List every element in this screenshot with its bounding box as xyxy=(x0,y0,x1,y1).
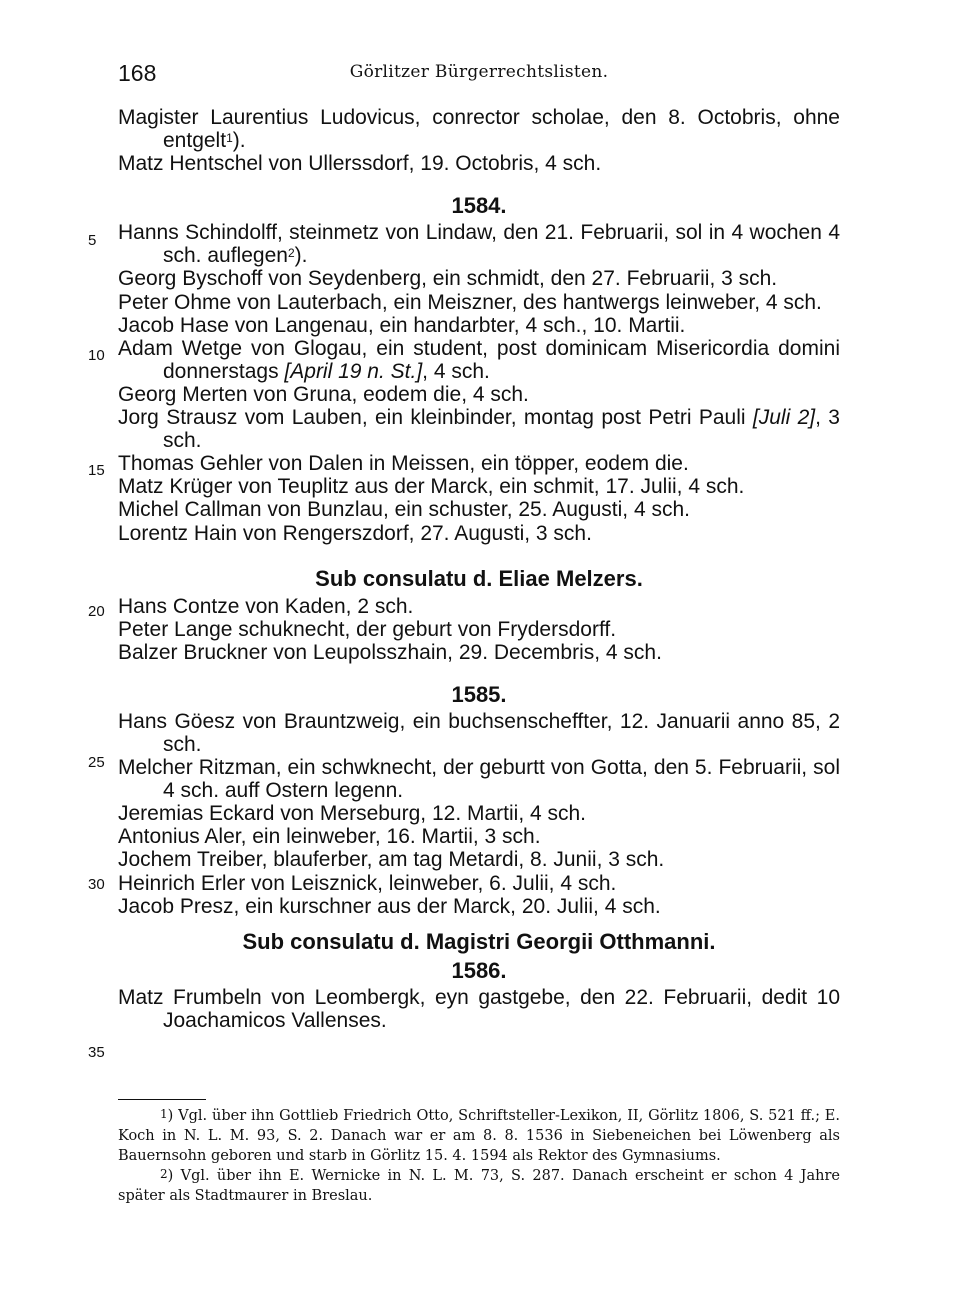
entry-list xyxy=(118,595,840,664)
register-entry: Georg Merten von Gruna, eodem die, 4 sch. xyxy=(118,382,529,406)
register-entry: Peter Lange schuknecht, der geburt von Frydersdorff. xyxy=(118,617,617,641)
footnote: $^1$) Vgl. über ihn Gottlieb Friedrich Otto, Schriftsteller-Lexikon, II, Görlitz 1806, S. 521 ff.; E. Koch in N. L. M. 93, S. 2. Danach war er am 8. 8. 1536 in Siebeneichen bei Löwenberg als Bauernsohn geboren und starb in Görlitz 15. 4. 1594 als Rektor des Gymnasiums. xyxy=(118,1107,840,1164)
line-number: 10 xyxy=(88,347,105,364)
register-entry: Heinrich Erler von Leisznick, leinweber, 6. Julii, 4 sch. xyxy=(118,871,617,895)
entry-list xyxy=(118,710,840,918)
register-entry: Peter Ohme von Lauterbach, ein Meiszner, des hantwergs leinweber, 4 sch. xyxy=(118,290,822,314)
register-entry: Antonius Aler, ein leinweber, 16. Martii, 3 sch. xyxy=(118,825,541,849)
consulate-heading: Sub consulatu d. Eliae Melzers. xyxy=(315,565,643,591)
register-entry: Lorentz Hain von Rengerszdorf, 27. Augusti, 3 sch. xyxy=(118,521,592,545)
register-entry: Magister Laurentius Ludovicus, conrector scholae, den 8. Octobris, ohne entgelt$^1$). xyxy=(118,106,840,153)
line-number: 35 xyxy=(88,1044,105,1061)
line-number: 25 xyxy=(88,754,105,771)
page-number: 168 xyxy=(118,60,157,86)
register-entry: Jacob Hase von Langenau, ein handarbter, 4 sch., 10. Martii. xyxy=(118,313,686,337)
register-entry: Matz Hentschel von Ullerssdorf, 19. Octobris, 4 sch. xyxy=(118,152,602,176)
consulate-heading: Sub consulatu d. Magistri Georgii Otthmanni. xyxy=(242,928,716,954)
register-entry: Thomas Gehler von Dalen in Meissen, ein töpper, eodem die. xyxy=(118,452,689,476)
register-entry: Balzer Bruckner von Leupolsszhain, 29. Decembris, 4 sch. xyxy=(118,640,662,664)
register-entry: Jeremias Eckard von Merseburg, 12. Martii, 4 sch. xyxy=(118,802,587,826)
line-number: 5 xyxy=(88,232,97,249)
line-number: 30 xyxy=(88,876,105,893)
register-entry: Hanns Schindolff, steinmetz von Lindaw, den 21. Februarii, sol in 4 wochen 4 sch. auflegen$^2$). xyxy=(118,221,840,268)
register-entry: Melcher Ritzman, ein schwknecht, der geburtt von Gotta, den 5. Februarii, sol 4 sch. auff Ostern legenn. xyxy=(118,756,840,803)
register-entry: Georg Byschoff von Seydenberg, ein schmidt, den 27. Februarii, 3 sch. xyxy=(118,267,778,291)
running-title: Görlitzer Bürgerrechtslisten. xyxy=(349,62,609,82)
footnote: $^2$) Vgl. über ihn E. Wernicke in N. L. M. 73, S. 287. Danach erscheint er schon 4 Jahre später als Stadtmaurer in Breslau. xyxy=(118,1167,840,1204)
entry-list xyxy=(118,221,840,544)
entry-list xyxy=(118,106,840,175)
year-heading: 1586. xyxy=(451,957,507,983)
register-entry: Adam Wetge von Glogau, ein student, post dominicam Misericordia domini donnerstags [April 19 n. St.], 4 sch. xyxy=(118,336,840,383)
register-entry: Matz Krüger von Teuplitz aus der Marck, ein schmit, 17. Julii, 4 sch. xyxy=(118,475,745,499)
register-entry: Hans Contze von Kaden, 2 sch. xyxy=(118,594,414,618)
footnotes xyxy=(118,1106,840,1206)
register-entry: Jorg Strausz vom Lauben, ein kleinbinder, montag post Petri Pauli [Juli 2], 3 sch. xyxy=(118,406,840,453)
line-number: 20 xyxy=(88,603,105,620)
footnote-reference: 2 xyxy=(287,246,295,261)
date-annotation: [Juli 2] xyxy=(752,406,816,430)
register-text xyxy=(118,106,840,1032)
year-heading: 1585. xyxy=(451,681,507,707)
register-entry: Jacob Presz, ein kurschner aus der Marck, 20. Julii, 4 sch. xyxy=(118,894,661,918)
line-number: 15 xyxy=(88,462,105,479)
footnote-reference: 1 xyxy=(226,131,233,146)
page-header xyxy=(118,60,840,90)
year-heading: 1584. xyxy=(451,193,507,219)
entry-list xyxy=(118,986,840,1032)
footnote-divider xyxy=(118,1099,206,1100)
register-entry: Michel Callman von Bunzlau, ein schuster, 25. Augusti, 4 sch. xyxy=(118,498,690,522)
register-entry: Matz Frumbeln von Leombergk, eyn gastgebe, den 22. Februarii, dedit 10 Joachamicos Vallenses. xyxy=(118,985,840,1032)
date-annotation: [April 19 n. St.] xyxy=(284,359,423,383)
register-entry: Jochem Treiber, blauferber, am tag Metardi, 8. Junii, 3 sch. xyxy=(118,848,665,872)
register-entry: Hans Göesz von Brauntzweig, ein buchsenscheffter, 12. Januarii anno 85, 2 sch. xyxy=(118,709,840,756)
